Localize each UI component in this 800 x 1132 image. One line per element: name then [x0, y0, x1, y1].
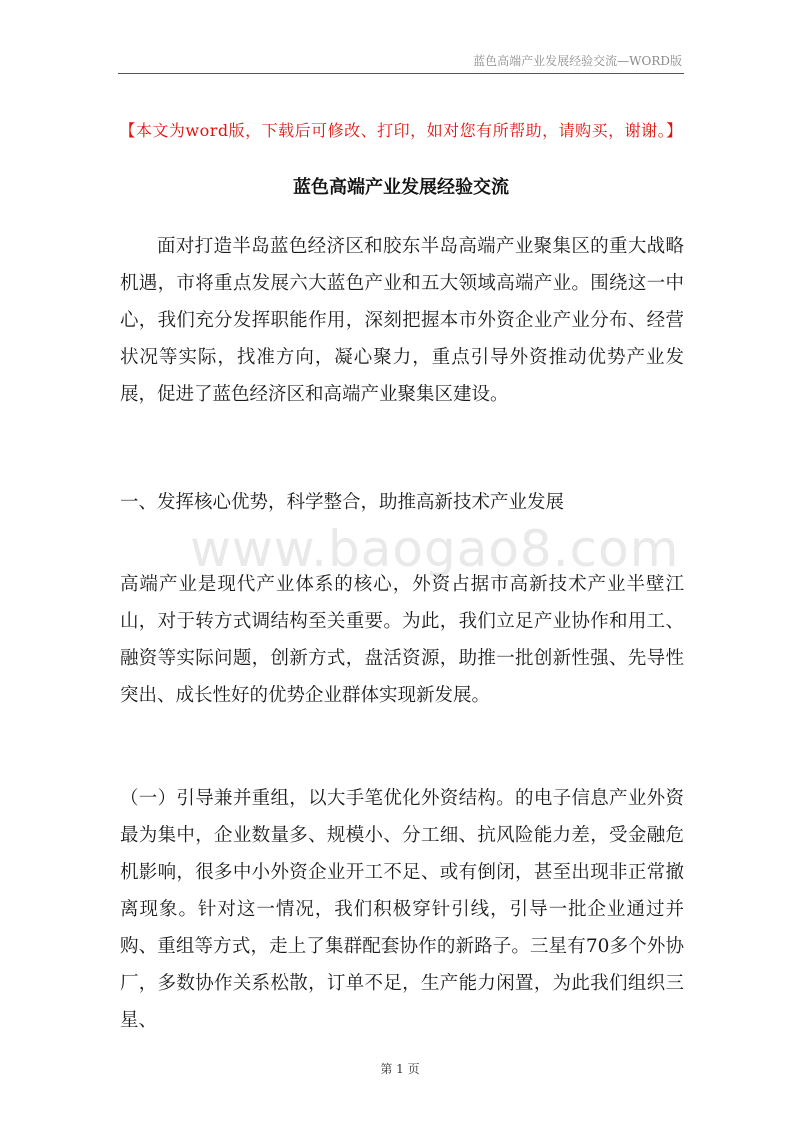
page-number: 第 1 页	[380, 1062, 420, 1076]
intro-paragraph: 面对打造半岛蓝色经济区和胶东半岛高端产业聚集区的重大战略机遇，市将重点发展六大蓝色产业和五大领域高端产业。围绕这一中心，我们充分发挥职能作用，深刻把握本市外资企业产业分布、经营状况等实际，找准方向，凝心聚力，重点引导外资推动优势产业发展，促进了蓝色经济区和高端产业聚集区建设。	[120, 236, 684, 405]
document-title: 蓝色高端产业发展经验交流	[293, 177, 509, 198]
section-paragraph: 高端产业是现代产业体系的核心，外资占据市高新技术产业半壁江山，对于转方式调结构至关重要。为此，我们立足产业协作和用工、融资等实际问题，创新方式，盘活资源，助推一批创新性强、先导性突出、成长性好的优势企业群体实现新发展。	[120, 574, 684, 706]
watermark: www.baogao8.com	[190, 520, 680, 578]
header-divider	[118, 73, 684, 74]
purchase-notice: 【本文为word版，下载后可修改、打印，如对您有所帮助，请购买，谢谢。】	[119, 121, 683, 140]
section-heading: 一、发挥核心优势，科学整合，助推高新技术产业发展	[120, 492, 565, 513]
subsection-paragraph: （一）引导兼并重组，以大手笔优化外资结构。的电子信息产业外资最为集中，企业数量多、规模小、分工细、抗风险能力差，受金融危机影响，很多中小外资企业开工不足、或有倒闭，甚至出现非正常撤离现象。针对这一情况，我们积极穿针引线，引导一批企业通过并购、重组等方式，走上了集群配套协作的新路子。三星有70多个外协厂，多数协作关系松散，订单不足，生产能力闲置，为此我们组织三星、	[120, 788, 684, 1031]
running-header: 蓝色高端产业发展经验交流—WORD版	[473, 54, 682, 68]
